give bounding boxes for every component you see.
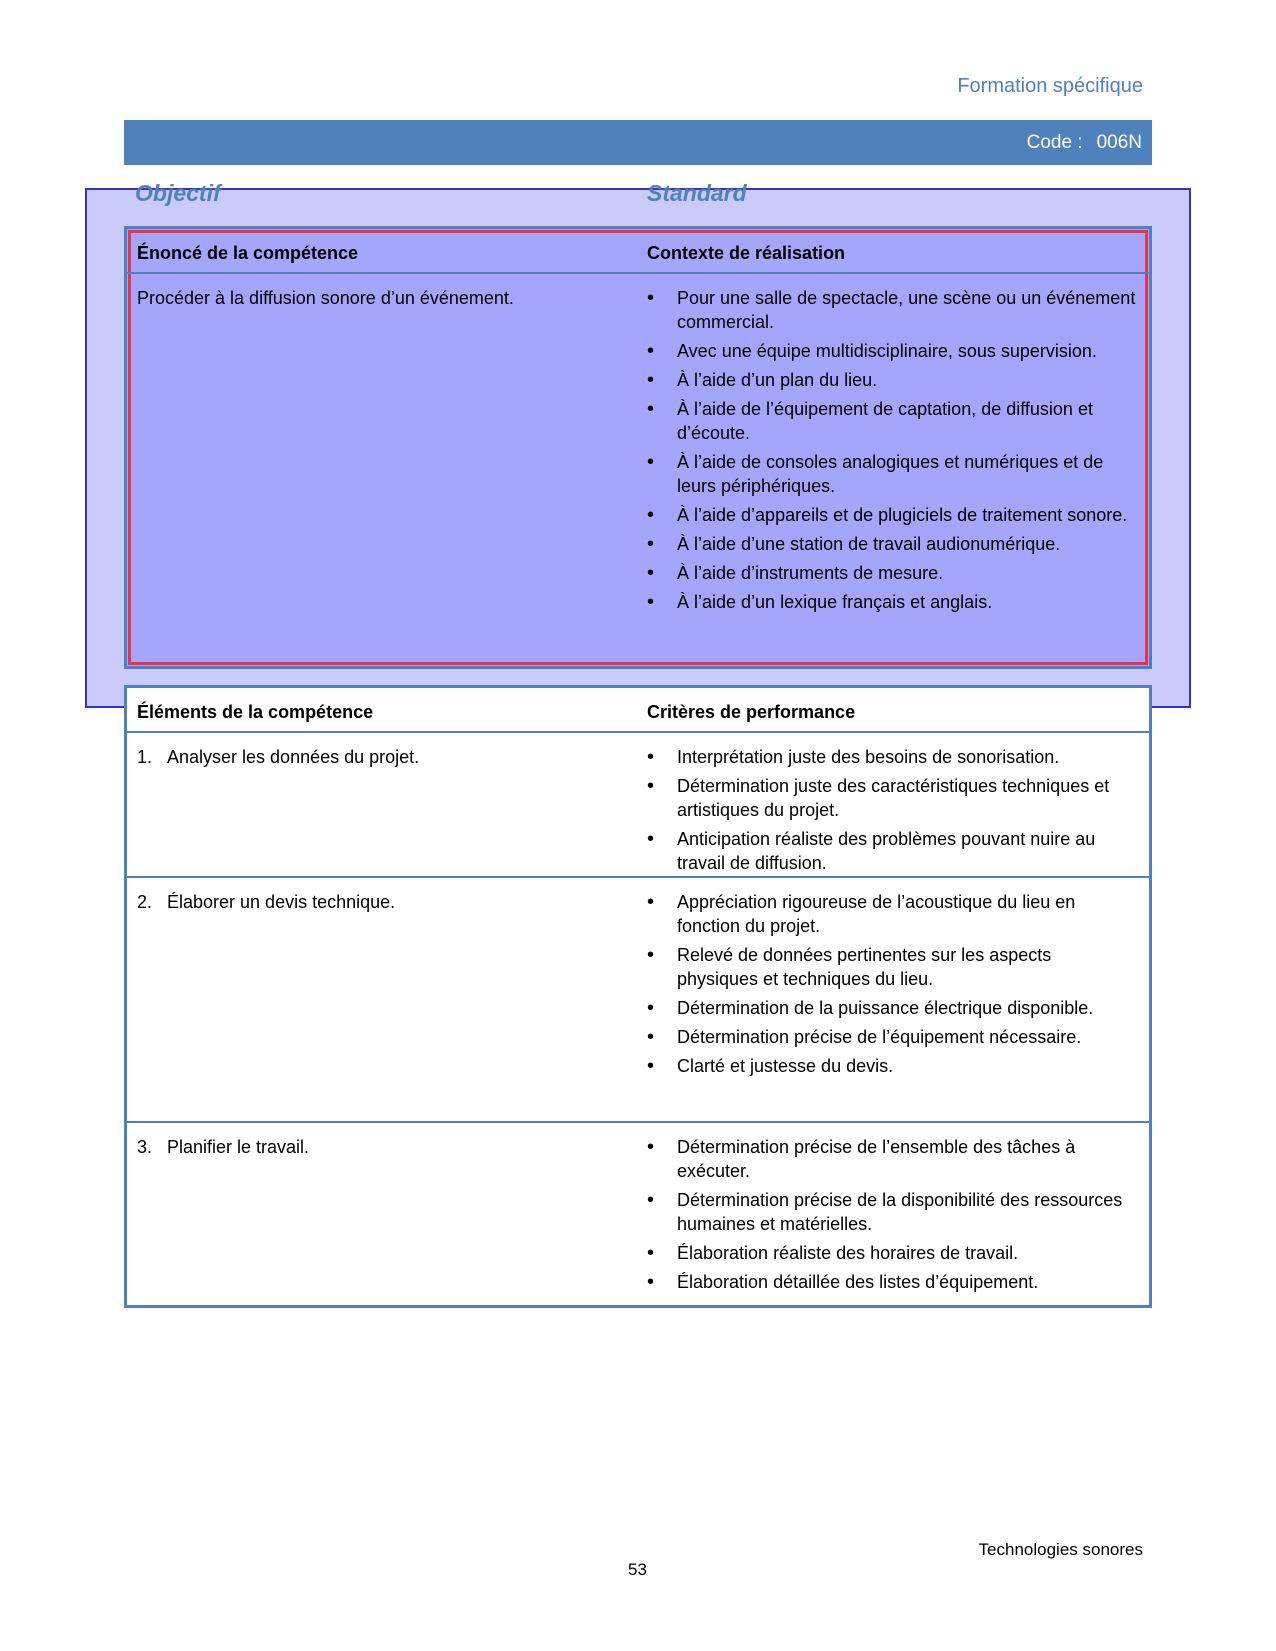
criteria-item: • Élaboration réaliste des horaires de travail. <box>647 1241 1137 1265</box>
competence-table-header <box>127 229 1149 274</box>
criteria-item: • Élaboration détaillée des listes d’équipement. <box>647 1270 1137 1294</box>
context-item: • Avec une équipe multidisciplinaire, sous supervision. <box>647 339 1137 363</box>
context-item: • Pour une salle de spectacle, une scène ou un événement commercial. <box>647 286 1137 334</box>
elements-table <box>124 685 1152 1308</box>
statement-heading: Énoncé de la compétence <box>137 243 359 263</box>
criteria-item: • Détermination précise de l’équipement nécessaire. <box>647 1025 1137 1049</box>
context-item: • À l’aide de l’équipement de captation, de diffusion et d’écoute. <box>647 397 1137 445</box>
criteria-item: • Appréciation rigoureuse de l’acoustique du lieu en fonction du projet. <box>647 890 1137 938</box>
element-row <box>127 878 1149 1123</box>
elements-heading: Éléments de la compétence <box>137 702 374 722</box>
element-label <box>137 890 627 914</box>
criteria-item: • Détermination précise de l’ensemble des tâches à exécuter. <box>647 1135 1137 1183</box>
criteria-item: • Détermination juste des caractéristiques techniques et artistiques du projet. <box>647 774 1137 822</box>
elements-table-header <box>127 688 1149 733</box>
criteria-item: • Interprétation juste des besoins de sonorisation. <box>647 745 1137 769</box>
context-item: • À l’aide d’un plan du lieu. <box>647 368 1137 392</box>
code-bar <box>124 120 1152 165</box>
criteria-list <box>647 745 1137 875</box>
element-label <box>137 745 627 769</box>
element-label <box>137 1135 627 1159</box>
context-item: • À l’aide d’appareils et de plugiciels de traitement sonore. <box>647 503 1137 527</box>
criteria-list <box>647 1135 1137 1294</box>
element-row <box>127 733 1149 878</box>
criteria-item: • Clarté et justesse du devis. <box>647 1054 1137 1078</box>
criteria-item: • Détermination de la puissance électrique disponible. <box>647 996 1137 1020</box>
code-value: 006N <box>1096 132 1142 153</box>
competence-table-row <box>127 274 1149 666</box>
criteria-heading: Critères de performance <box>647 702 856 722</box>
criteria-item: • Relevé de données pertinentes sur les aspects physiques et techniques du lieu. <box>647 943 1137 991</box>
competence-table <box>124 226 1152 669</box>
context-item: • À l’aide de consoles analogiques et numériques et de leurs périphériques. <box>647 450 1137 498</box>
element-number: 1. <box>137 747 153 767</box>
context-item: • À l’aide d’une station de travail audionumérique. <box>647 532 1137 556</box>
element-number: 2. <box>137 892 153 912</box>
element-text: Élaborer un devis technique. <box>167 892 396 912</box>
criteria-item: • Détermination précise de la disponibilité des ressources humaines et matérielles. <box>647 1188 1137 1236</box>
element-text: Analyser les données du projet. <box>167 747 420 767</box>
objective-title: Objectif <box>135 180 221 206</box>
standard-title: Standard <box>647 180 747 206</box>
footer-label: Technologies sonores <box>978 1540 1143 1559</box>
context-item: • À l’aide d’instruments de mesure. <box>647 561 1137 585</box>
element-number: 3. <box>137 1137 153 1157</box>
context-item: • À l’aide d’un lexique français et anglais. <box>647 590 1137 614</box>
criteria-item: • Anticipation réaliste des problèmes pouvant nuire au travail de diffusion. <box>647 827 1137 875</box>
element-text: Planifier le travail. <box>167 1137 310 1157</box>
page-number: 53 <box>628 1560 647 1579</box>
element-row <box>127 1123 1149 1291</box>
code-label: Code : <box>1026 132 1083 153</box>
context-list <box>647 286 1137 614</box>
header-label: Formation spécifique <box>957 75 1143 97</box>
context-heading: Contexte de réalisation <box>647 243 846 263</box>
criteria-list <box>647 890 1137 1078</box>
competence-statement: Procéder à la diffusion sonore d’un événement. <box>137 288 514 308</box>
